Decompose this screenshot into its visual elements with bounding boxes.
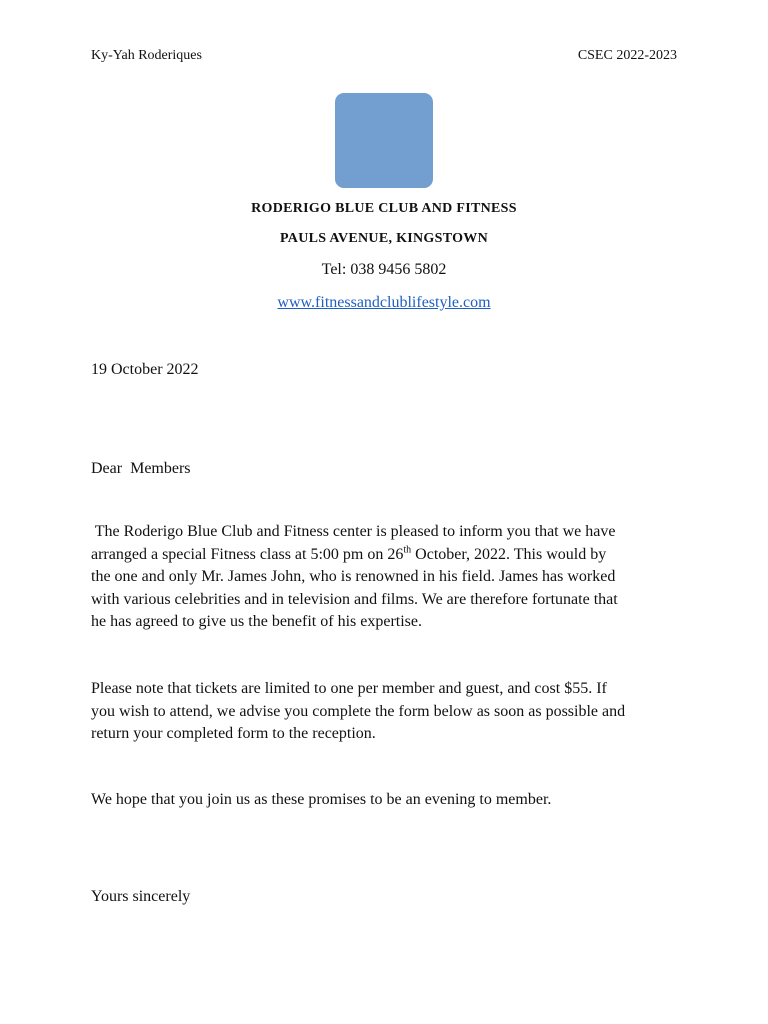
letter-date: 19 October 2022 [91, 361, 199, 378]
paragraph-1-line: The Roderigo Blue Club and Fitness center is pleased to inform you that we have [91, 523, 616, 540]
paragraph-1 [91, 521, 681, 634]
org-address: PAULS AVENUE, KINGSTOWN [279, 231, 488, 246]
paragraph-2-line: Please note that tickets are limited to one per member and guest, and cost $55. If [91, 680, 607, 697]
date-text: arranged a special Fitness class at 5:00 pm on 26 [91, 545, 404, 563]
org-name: RODERIGO BLUE CLUB AND FITNESS [251, 201, 517, 216]
paragraph-1-line [91, 544, 681, 567]
paragraph-3: We hope that you join us as these promises to be an evening to member. [91, 791, 552, 808]
org-telephone: Tel: 038 9456 5802 [321, 261, 447, 278]
salutation: Dear Members [91, 460, 191, 477]
header-exam: CSEC 2022-2023 [577, 48, 677, 63]
header-author: Ky-Yah Roderiques [91, 48, 202, 63]
paragraph-2 [91, 678, 681, 746]
date-text-rest: October, 2022. This would by [411, 545, 607, 563]
paragraph-2-line: you wish to attend, we advise you complete the form below as soon as possible and [91, 702, 626, 720]
closing: Yours sincerely [91, 888, 191, 905]
paragraph-1-line: he has agreed to give us the benefit of his expertise. [91, 613, 422, 631]
paragraph-2-line: return your completed form to the reception. [91, 725, 376, 743]
logo-placeholder [335, 93, 433, 188]
org-website-container [0, 294, 768, 312]
paragraph-1-line: the one and only Mr. James John, who is renowned in his field. James has worked [91, 568, 616, 586]
website-link[interactable]: www.fitnessandclublifestyle.com [277, 294, 491, 311]
ordinal-suffix: th [403, 544, 412, 556]
paragraph-1-line: with various celebrities and in television and films. We are therefore fortunate that [91, 590, 618, 608]
